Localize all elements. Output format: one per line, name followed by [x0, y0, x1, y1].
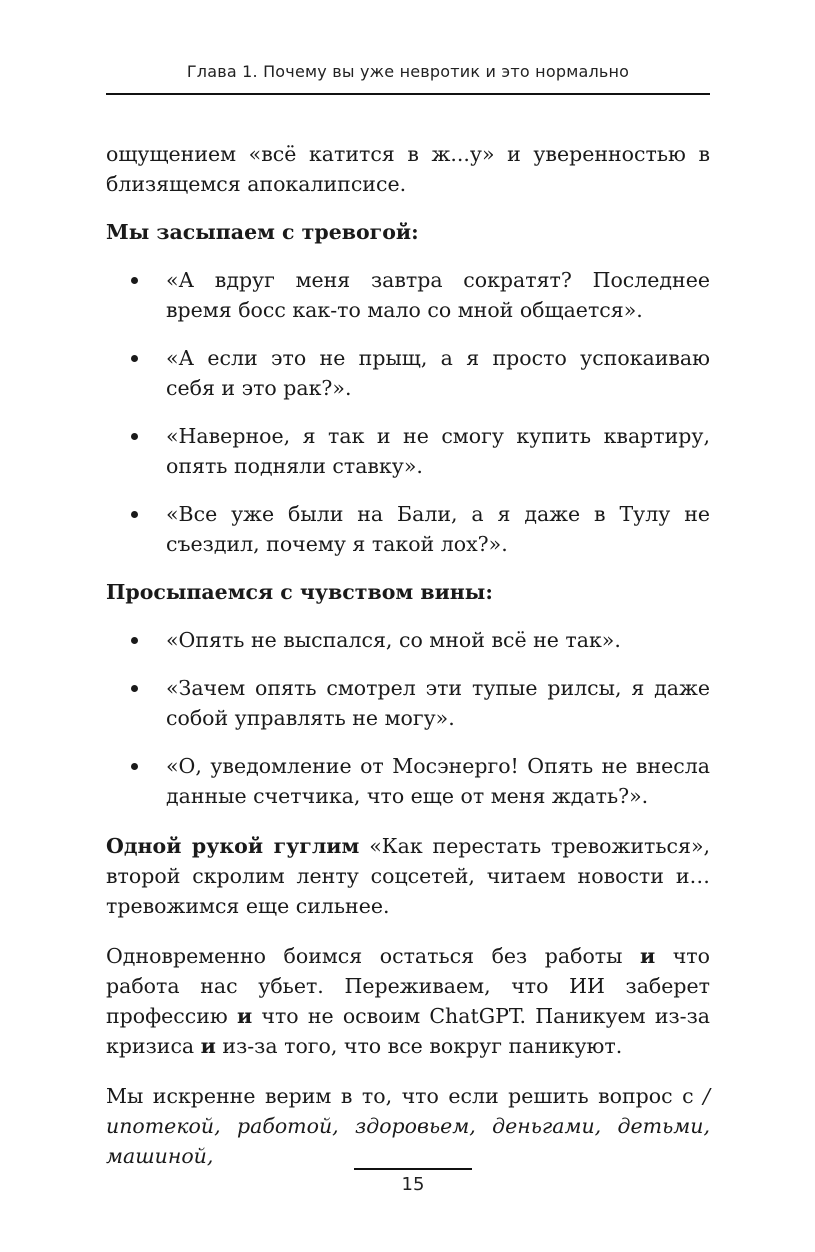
emphasis-bold: и — [200, 1034, 216, 1058]
paragraph-text: Мы искренне верим в то, что если решить вопрос с — [106, 1084, 704, 1108]
header-divider — [106, 93, 710, 95]
bullet-icon — [131, 637, 138, 644]
intro-paragraph: ощущением «всё катится в ж...у» и уверенностью в близящемся апокалипсисе. — [106, 142, 710, 196]
emphasis-bold: Одной рукой гуглим — [106, 834, 360, 858]
list-item — [106, 673, 710, 733]
list-item-text: «А вдруг меня завтра сократят? Последнее время босс как-то мало со мной общается». — [166, 268, 710, 322]
list-item — [106, 499, 710, 559]
anxiety-list — [106, 265, 710, 559]
paragraph-text: что не освоим ChatGPT. Паникуем из-за кризиса — [106, 1004, 710, 1058]
guilt-list — [106, 625, 710, 811]
emphasis-bold: и — [640, 944, 656, 968]
emphasis-bold: и — [236, 1004, 253, 1028]
bullet-icon — [131, 355, 138, 362]
list-item — [106, 625, 710, 655]
paragraph-fears — [106, 941, 710, 1061]
section-heading-guilt: Просыпаемся с чувством вины: — [106, 580, 493, 604]
list-item-text: «Зачем опять смотрел эти тупые рилсы, я даже собой управлять не могу». — [166, 676, 710, 730]
bullet-icon — [131, 277, 138, 284]
list-item-text: «Все уже были на Бали, а я даже в Тулу не съездил, почему я такой лох?». — [166, 502, 710, 556]
list-item — [106, 421, 710, 481]
running-header-title: Глава 1. Почему вы уже невротик и это нормально — [186, 62, 630, 81]
paragraph-text: «Как перестать тревожиться», второй скролим ленту соцсетей, читаем новости и… тревожимся еще сильнее. — [106, 834, 711, 918]
list-item-text: «А если это не прыщ, а я просто успокаиваю себя и это рак?». — [166, 346, 710, 400]
emphasis-italic: /ипотекой, работой, здоровьем, деньгами, детьми, машиной, — [106, 1084, 710, 1168]
footer-divider — [354, 1168, 472, 1170]
list-item — [106, 751, 710, 811]
paragraph-text: из-за того, что все вокруг паникуют. — [215, 1034, 623, 1058]
list-item-text: «О, уведомление от Мосэнерго! Опять не внесла данные счетчика, что еще от меня ждать?». — [166, 754, 710, 808]
list-item-text: «Опять не выспался, со мной всё не так». — [166, 628, 621, 652]
section-heading-anxiety: Мы засыпаем с тревогой: — [106, 220, 419, 244]
bullet-icon — [131, 685, 138, 692]
paragraph-text: что работа нас убьет. Переживаем, что ИИ заберет профессию — [106, 944, 710, 1028]
list-item-text: «Наверное, я так и не смогу купить квартиру, опять подняли ставку». — [166, 424, 710, 478]
page-body — [106, 139, 710, 1171]
paragraph-googling — [106, 831, 710, 921]
bullet-icon — [131, 763, 138, 770]
bullet-icon — [131, 511, 138, 518]
list-item — [106, 343, 710, 403]
paragraph-text: Одновременно боимся остаться без работы — [106, 944, 640, 968]
paragraph-belief — [106, 1081, 710, 1171]
bullet-icon — [131, 433, 138, 440]
list-item — [106, 265, 710, 325]
page-number: 15 — [401, 1174, 425, 1195]
